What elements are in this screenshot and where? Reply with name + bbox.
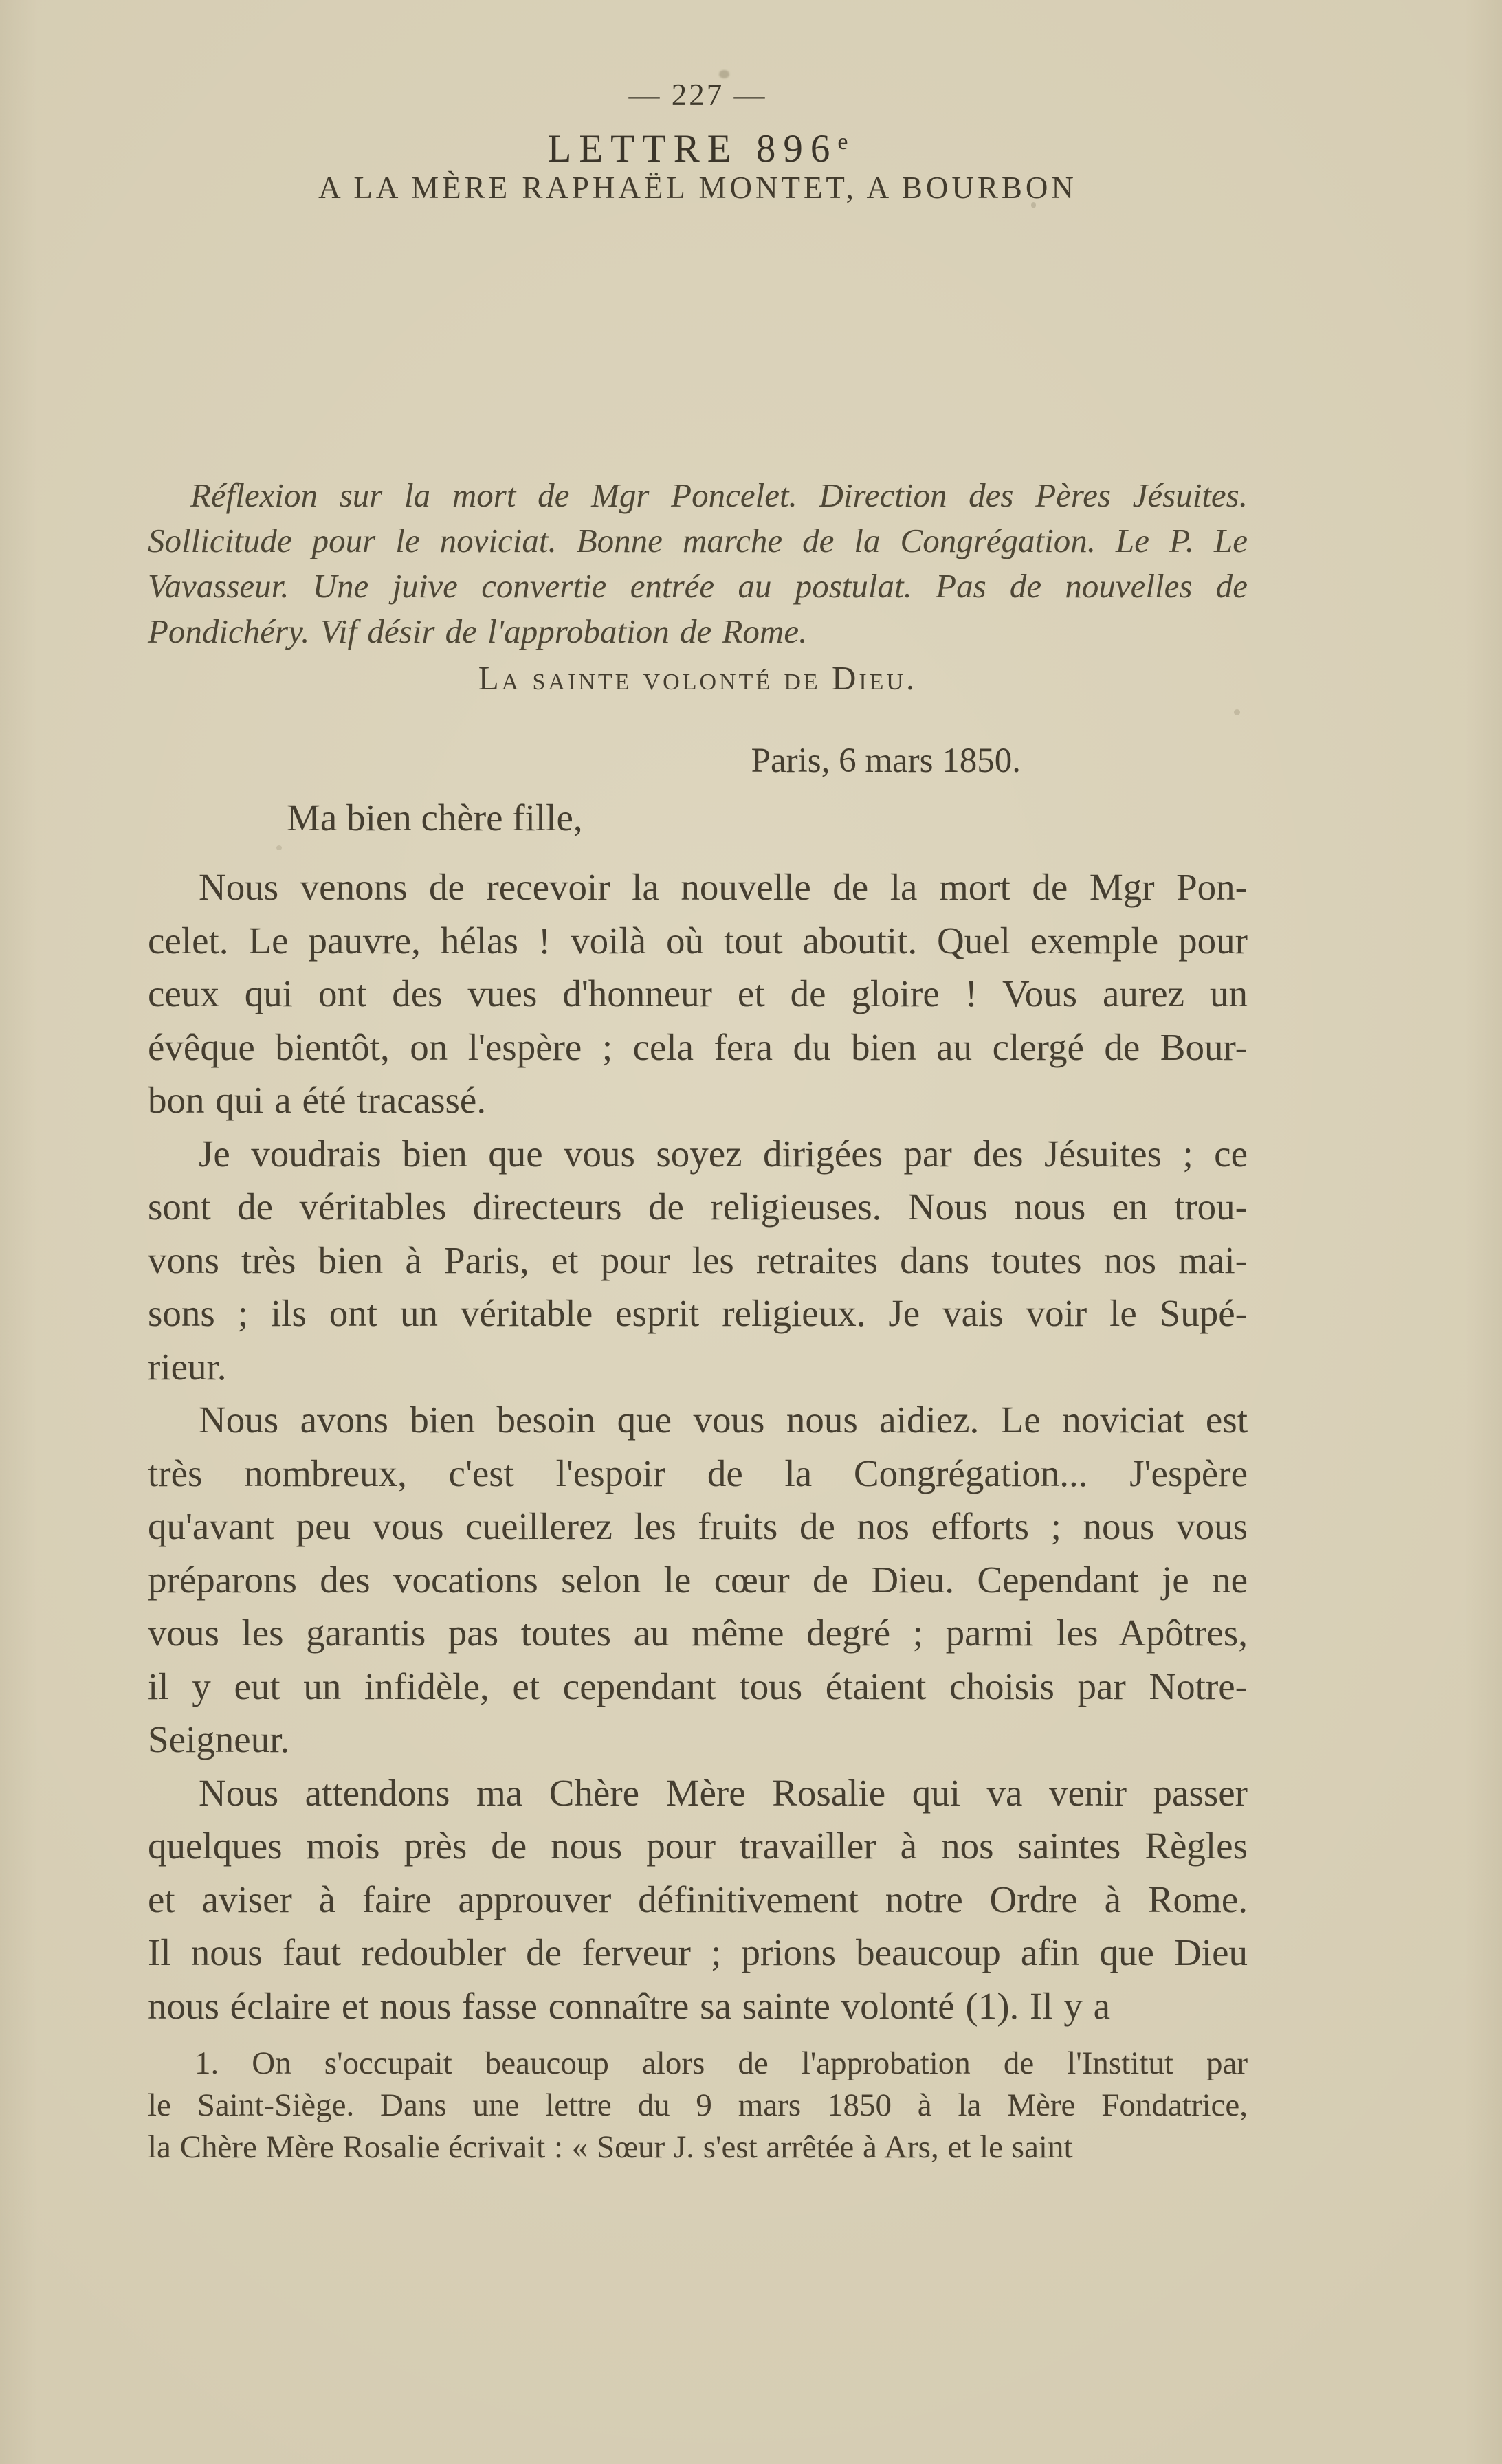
- text-line: vons très bien à Paris, et pour les retraites dans toutes nos mai-: [148, 1239, 1248, 1281]
- scan-speck: [719, 70, 729, 78]
- letter-summary: [148, 473, 1248, 654]
- text-line: Seigneur.: [148, 1718, 290, 1760]
- footnote-line: le Saint-Siège. Dans une lettre du 9 mars 1850 à la Mère Fondatrice,: [148, 2087, 1248, 2123]
- summary-line: Réflexion sur la mort de Mgr Poncelet. Direction des Pères Jésuites.: [190, 476, 1248, 514]
- text-line: Nous avons bien besoin que vous nous aidiez. Le noviciat est: [199, 1399, 1248, 1441]
- text-line: très nombreux, c'est l'espoir de la Congrégation... J'espère: [148, 1452, 1248, 1494]
- text-line: qu'avant peu vous cueillerez les fruits de nos efforts ; nous vous: [148, 1505, 1248, 1547]
- text-line: ceux qui ont des vues d'honneur et de gloire ! Vous aurez un: [148, 973, 1248, 1014]
- letter-dateline: Paris, 6 mars 1850.: [751, 742, 1021, 780]
- scan-speck: [1031, 202, 1036, 208]
- scan-speck: [276, 845, 282, 850]
- text-line: nous éclaire et nous fasse connaître sa sainte volonté (1). Il y a: [148, 1984, 1111, 2027]
- letter-title-text: LETTRE 896: [547, 127, 838, 170]
- text-line: Il nous faut redoubler de ferveur ; prions beaucoup afin que Dieu: [148, 1931, 1248, 1973]
- text-line: préparons des vocations selon le cœur de Dieu. Cependant je ne: [148, 1558, 1248, 1601]
- text-line: celet. Le pauvre, hélas ! voilà où tout aboutit. Quel exemple pour: [148, 919, 1248, 962]
- letter-title-ordinal: e: [837, 129, 848, 155]
- text-line: rieur.: [148, 1345, 227, 1388]
- text-line: quelques mois près de nous pour travailler à nos saintes Règles: [148, 1825, 1248, 1867]
- letter-body: [148, 861, 1248, 2032]
- footnote: [148, 2043, 1248, 2168]
- text-line: Nous venons de recevoir la nouvelle de la mort de Mgr Pon-: [199, 866, 1248, 908]
- text-line: Nous attendons ma Chère Mère Rosalie qui va venir passer: [199, 1771, 1248, 1814]
- text-line: sons ; ils ont un véritable esprit religieux. Je vais voir le Supé-: [148, 1292, 1248, 1334]
- summary-line: Sollicitude pour le noviciat. Bonne marche de la Congrégation. Le P. Le: [148, 522, 1248, 559]
- page-number: — 227 —: [628, 78, 767, 112]
- text-line: Je voudrais bien que vous soyez dirigées par des Jésuites ; ce: [199, 1132, 1248, 1175]
- summary-line: Vavasseur. Une juive convertie entrée au postulat. Pas de nouvelles de: [148, 567, 1248, 605]
- text-line: évêque bientôt, on l'espère ; cela fera du bien au clergé de Bour-: [148, 1025, 1248, 1068]
- text-line: et aviser à faire approuver définitivement notre Ordre à Rome.: [148, 1878, 1248, 1920]
- letter-title: [148, 126, 1248, 171]
- footnote-line: 1. On s'occupait beaucoup alors de l'approbation de l'Institut par: [195, 2045, 1248, 2081]
- letter-salutation: Ma bien chère fille,: [287, 797, 583, 839]
- letter-motto: La sainte volonté de Dieu.: [478, 659, 918, 697]
- letter-recipient: A LA MÈRE RAPHAËL MONTET, A BOURBON: [318, 170, 1077, 205]
- body-paragraph-4: [148, 1766, 1248, 2033]
- text-line: vous les garantis pas toutes au même degré ; parmi les Apôtres,: [148, 1612, 1248, 1654]
- scan-speck: [1234, 709, 1240, 715]
- text-line: il y eut un infidèle, et cependant tous étaient choisis par Notre-: [148, 1665, 1248, 1707]
- text-line: bon qui a été tracassé.: [148, 1079, 487, 1121]
- text-line: sont de véritables directeurs de religieuses. Nous nous en trou-: [148, 1186, 1248, 1228]
- summary-line: Pondichéry. Vif désir de l'approbation de Rome.: [148, 612, 808, 650]
- body-paragraph-2: [148, 1127, 1248, 1394]
- body-paragraph-3: [148, 1393, 1248, 1766]
- body-paragraph-1: [148, 861, 1248, 1127]
- footnote-line: la Chère Mère Rosalie écrivait : « Sœur J. s'est arrêtée à Ars, et le saint: [148, 2129, 1073, 2165]
